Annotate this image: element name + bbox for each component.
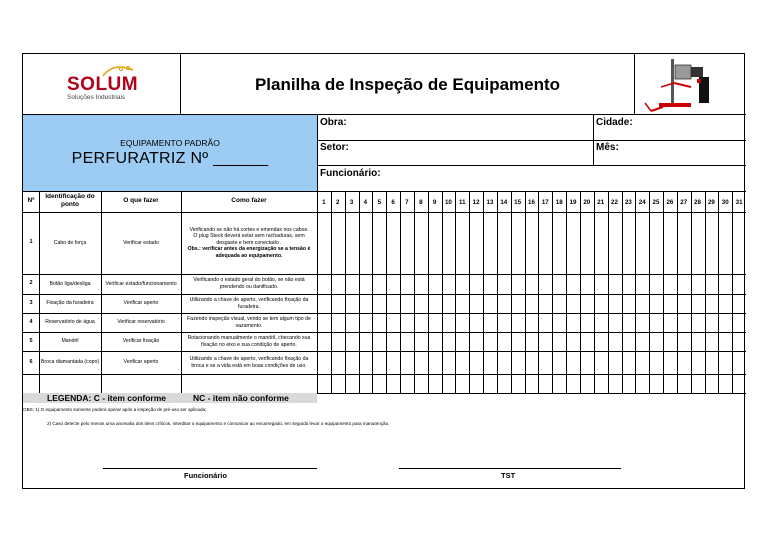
row-number: 2 [29, 280, 33, 286]
row-what: Verificar estado/funcionamento [105, 280, 177, 287]
day-column-rule [635, 192, 636, 393]
column-rule [181, 192, 182, 393]
day-header: 2 [335, 199, 340, 206]
header-num: Nº [27, 197, 35, 204]
day-header: 14 [500, 199, 508, 206]
day-column-rule [663, 192, 664, 393]
cidade-field[interactable]: Cidade: [596, 117, 633, 128]
signature-funcionario: Funcionário [184, 471, 227, 480]
row-how [183, 351, 315, 374]
how-text: O plug Steck deverá estar sem rachaduras, sem desgaste e bem conectado . [193, 233, 305, 246]
day-column-rule [566, 192, 567, 393]
row-how [183, 313, 315, 332]
row-point: Broca diamantada (copo) [40, 359, 100, 366]
how-text: Rotacionando manualmente o mandril, checando sua fixação no eixo e sua condição de aperto. [187, 334, 311, 348]
day-header: 26 [666, 199, 674, 206]
day-column-rule [705, 192, 706, 393]
day-header: 9 [432, 199, 437, 206]
day-header: 20 [583, 199, 591, 206]
day-column-rule [497, 192, 498, 393]
obs-line-1: OBS: 1) O equipamento somente poderá operar após a inspeção de pré-uso ser aplicada; [23, 407, 207, 412]
equipment-label: EQUIPAMENTO PADRÃO [120, 138, 220, 148]
day-column-rule [414, 192, 415, 393]
day-column-rule [608, 192, 609, 393]
day-column-rule [428, 192, 429, 393]
day-header: 25 [652, 199, 660, 206]
day-header: 10 [444, 199, 452, 206]
day-column-rule [552, 192, 553, 393]
day-header: 12 [472, 199, 480, 206]
signature-line-tst [399, 468, 621, 469]
day-header: 5 [377, 199, 382, 206]
row-point: Fixação da furadeira [46, 300, 94, 307]
row-what: Verificar aperto [123, 300, 159, 307]
row-what: Verificar reservatório [117, 319, 165, 326]
day-header: 7 [405, 199, 409, 206]
day-column-rule [718, 192, 719, 393]
funcionario-field[interactable]: Funcionário: [320, 168, 381, 179]
header-point: Identificação do ponto [45, 193, 95, 208]
day-header: 6 [391, 199, 395, 206]
row-how [183, 332, 315, 351]
row-how [183, 294, 315, 313]
header-what: O que fazer [123, 197, 159, 204]
day-column-rule [331, 192, 332, 393]
day-header: 31 [735, 199, 743, 206]
day-header: 23 [624, 199, 632, 206]
day-column-rule [386, 192, 387, 393]
day-column-rule [580, 192, 581, 393]
day-header: 27 [680, 199, 688, 206]
how-text: Fazendo inspeção visual, vendo se tem algum tipo de vazamento. [187, 315, 311, 329]
logo-area [23, 54, 181, 115]
day-header: 4 [363, 199, 368, 206]
row-point: Botão liga/desliga [49, 280, 91, 287]
row-number: 6 [29, 358, 33, 365]
day-header: 22 [611, 199, 618, 206]
row-number: 3 [29, 299, 33, 306]
row-point: Mandril [61, 338, 79, 345]
day-header: 24 [638, 199, 646, 206]
day-header: 30 [721, 199, 729, 206]
day-header: 3 [349, 199, 354, 206]
signature-tst: TST [501, 471, 516, 480]
row-point: Reservatório de água [45, 319, 95, 326]
day-column-rule [732, 192, 733, 393]
day-column-rule [400, 192, 401, 393]
day-header: 15 [514, 199, 522, 206]
row-how [183, 212, 315, 274]
equipment-title: PERFURATRIZ Nº ______ [71, 150, 269, 167]
how-text: Utilizando a chave de aperto, verificando fixação da broca e se a vida está em boas condições de uso. [189, 355, 309, 369]
day-column-rule [345, 192, 346, 393]
inspection-sheet [22, 53, 745, 489]
day-column-rule [649, 192, 650, 393]
logo-subtitle: Soluções Industriais [67, 94, 126, 101]
day-column-rule [359, 192, 360, 393]
day-header: 17 [541, 199, 549, 206]
day-header: 19 [569, 199, 577, 206]
legend-nao-conforme: NC - item não conforme [193, 393, 289, 403]
row-point: Cabo de força [53, 239, 87, 246]
day-header: 29 [707, 199, 715, 206]
day-header: 13 [486, 199, 494, 206]
legend-conforme: LEGENDA: C - item conforme [47, 393, 167, 403]
header-how: Como fazer [231, 197, 267, 204]
row-rule [23, 374, 746, 375]
row-number: 5 [29, 337, 33, 344]
mes-field[interactable]: Mês: [596, 142, 619, 153]
logo: SOLUM [67, 74, 139, 95]
how-text: Utilizando a chave de aperto, verificando fixação da furadeira. [189, 296, 309, 310]
obra-field[interactable]: Obra: [320, 117, 347, 128]
day-column-rule [594, 192, 595, 393]
day-column-rule [622, 192, 623, 393]
day-column-rule [677, 192, 678, 393]
column-rule [317, 192, 318, 393]
how-text: Verificando se não há cortes e emendas nos cabos. [189, 226, 309, 233]
setor-field[interactable]: Setor: [320, 142, 349, 153]
core-drill-machine-icon [641, 57, 733, 113]
row-what: Verificar aperto [123, 359, 159, 366]
day-column-rule [469, 192, 470, 393]
day-header: 21 [597, 199, 605, 206]
row-what: Verificar fixação [122, 338, 160, 345]
day-column-rule [372, 192, 373, 393]
signature-line-funcionario [103, 468, 317, 469]
page-title: Planilha de Inspeção de Equipamento [254, 74, 561, 94]
day-header: 28 [694, 199, 701, 206]
day-header: 16 [528, 199, 535, 206]
row-number: 1 [29, 239, 33, 245]
day-column-rule [455, 192, 456, 393]
day-column-rule [525, 192, 526, 393]
obs-line-2: 2) Caso detecte pelo menos uma anomalia dos itens críticos, interditar o equipamento e comunicar ao encarregado, em seguida levar o equipamento para manutenção. [47, 421, 390, 426]
day-header: 11 [459, 199, 466, 206]
day-column-rule [538, 192, 539, 393]
day-header: 8 [419, 199, 423, 206]
row-how [183, 274, 315, 294]
day-column-rule [442, 192, 443, 393]
day-column-rule [483, 192, 484, 393]
day-column-rule [691, 192, 692, 393]
how-note: Obs.: verificar antes da energização se a tensão é adequada ao equipamento. [187, 246, 311, 259]
day-header: 1 [322, 199, 326, 206]
day-header: 18 [555, 199, 563, 206]
how-text: Verificando o estado geral do botão, se não está prendendo ou danificado. [193, 277, 305, 290]
day-column-rule [511, 192, 512, 393]
row-number: 4 [29, 318, 33, 325]
row-what: Verificar estado [123, 239, 159, 246]
